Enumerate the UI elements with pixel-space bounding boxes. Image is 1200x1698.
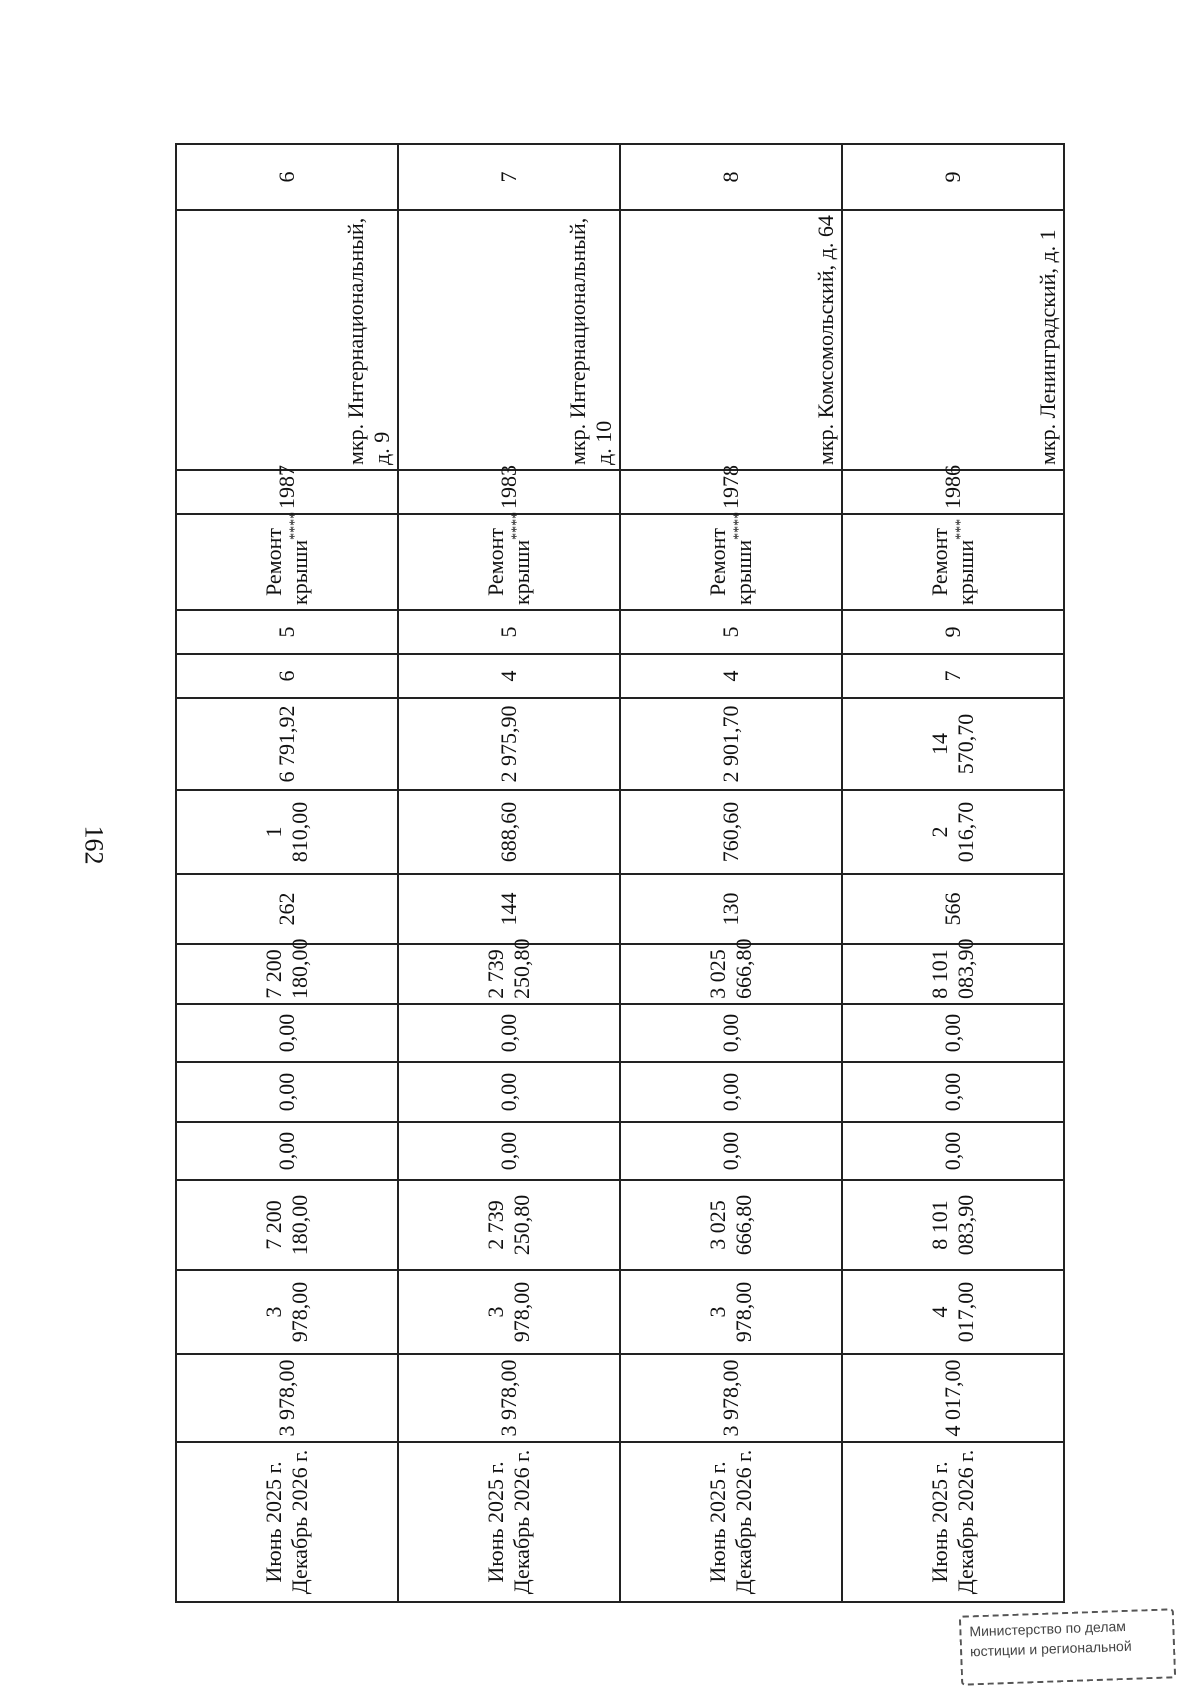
fund-total-cell: 2 739 250,80 [398,1180,620,1270]
stamp-line-2: юстиции и региональной [969,1637,1132,1660]
source-2-cell: 0,00 [620,1062,842,1122]
floors-cell: 5 [176,610,398,654]
residents-cell: 262 [176,874,398,944]
ministry-stamp [959,1608,1176,1685]
year-built-cell: 1983 [398,470,620,514]
row-number-cell: 8 [620,144,842,210]
source-1-cell: 0,00 [620,1122,842,1180]
source-2-cell: 0,00 [176,1062,398,1122]
term-cell [398,1442,620,1602]
term-end: Декабрь 2026 г. [953,1449,978,1595]
entrances-cell: 7 [842,654,1064,698]
unit-cost-1-cell: 4 017,00 [842,1354,1064,1442]
term-start: Июнь 2025 г. [705,1461,730,1583]
term-cell [842,1442,1064,1602]
building-area-cell: 6 791,92 [176,698,398,790]
address-cell: мкр. Комсомольский, д. 64 [620,210,842,470]
unit-cost-1-cell: 3 978,00 [620,1354,842,1442]
unit-cost-2-cell: 3 978,00 [620,1270,842,1354]
roof-area-cell: 688,60 [398,790,620,874]
work-type-label: Ремонт крыши [483,527,534,605]
footnote-mark: *** [953,518,969,540]
table-row [842,144,1064,1602]
rotated-table-container [175,143,1065,1603]
floors-cell: 9 [842,610,1064,654]
term-start: Июнь 2025 г. [261,1461,286,1583]
entrances-cell: 4 [620,654,842,698]
year-built-cell: 1987 [176,470,398,514]
source-1-cell: 0,00 [176,1122,398,1180]
table-row [176,144,398,1602]
source-1-cell: 0,00 [398,1122,620,1180]
unit-cost-1-cell: 3 978,00 [176,1354,398,1442]
source-2-cell: 0,00 [842,1062,1064,1122]
source-3-cell: 0,00 [176,1004,398,1062]
address-cell: мкр. Ленинградский, д. 1 [842,210,1064,470]
address-cell: мкр. Интернациональный, д. 9 [176,210,398,470]
work-type-cell [398,511,620,610]
work-type-label: Ремонт крыши [705,527,756,605]
building-area-cell: 2 901,70 [620,698,842,790]
year-built-cell: 1978 [620,470,842,514]
term-cell [620,1442,842,1602]
row-number-cell: 9 [842,144,1064,210]
work-type-cell [620,511,842,610]
page-number: 162 [79,825,109,865]
unit-cost-2-cell: 3 978,00 [398,1270,620,1354]
floors-cell: 5 [620,610,842,654]
source-3-cell: 0,00 [398,1004,620,1062]
row-number-cell: 6 [176,144,398,210]
footnote-mark: **** [731,511,747,540]
source-1-cell: 0,00 [842,1122,1064,1180]
footnote-mark: **** [509,511,525,540]
unit-cost-2-cell: 3 978,00 [176,1270,398,1354]
table-row [398,144,620,1602]
building-area-cell: 2 975,90 [398,698,620,790]
address-cell: мкр. Интернациональный, д. 10 [398,210,620,470]
year-built-cell: 1986 [842,470,1064,514]
term-start: Июнь 2025 г. [927,1461,952,1583]
work-type-cell [842,514,1064,610]
roof-area-cell: 2 016,70 [842,790,1064,874]
residents-cell: 144 [398,874,620,944]
roof-area-cell: 1 810,00 [176,790,398,874]
residents-cell: 130 [620,874,842,944]
work-type-cell [176,511,398,610]
entrances-cell: 6 [176,654,398,698]
fund-total-cell: 7 200 180,00 [176,1180,398,1270]
floors-cell: 5 [398,610,620,654]
footnote-mark: **** [287,511,303,540]
total-cost-cell: 3 025 666,80 [620,944,842,1004]
row-number-cell: 7 [398,144,620,210]
entrances-cell: 4 [398,654,620,698]
total-cost-cell: 8 101 083,90 [842,944,1064,1004]
unit-cost-1-cell: 3 978,00 [398,1354,620,1442]
residents-cell: 566 [842,874,1064,944]
repair-schedule-table [175,143,1065,1603]
total-cost-cell: 2 739 250,80 [398,944,620,1004]
term-end: Декабрь 2026 г. [287,1449,312,1595]
term-cell [176,1442,398,1602]
source-2-cell: 0,00 [398,1062,620,1122]
roof-area-cell: 760,60 [620,790,842,874]
total-cost-cell: 7 200 180,00 [176,944,398,1004]
source-3-cell: 0,00 [842,1004,1064,1062]
term-end: Декабрь 2026 г. [731,1449,756,1595]
work-type-label: Ремонт крыши [927,527,978,605]
source-3-cell: 0,00 [620,1004,842,1062]
fund-total-cell: 8 101 083,90 [842,1180,1064,1270]
unit-cost-2-cell: 4 017,00 [842,1270,1064,1354]
stamp-line-1: Министерство по делам [969,1617,1127,1640]
fund-total-cell: 3 025 666,80 [620,1180,842,1270]
table-row [620,144,842,1602]
work-type-label: Ремонт крыши [261,527,312,605]
building-area-cell: 14 570,70 [842,698,1064,790]
term-end: Декабрь 2026 г. [509,1449,534,1595]
term-start: Июнь 2025 г. [483,1461,508,1583]
